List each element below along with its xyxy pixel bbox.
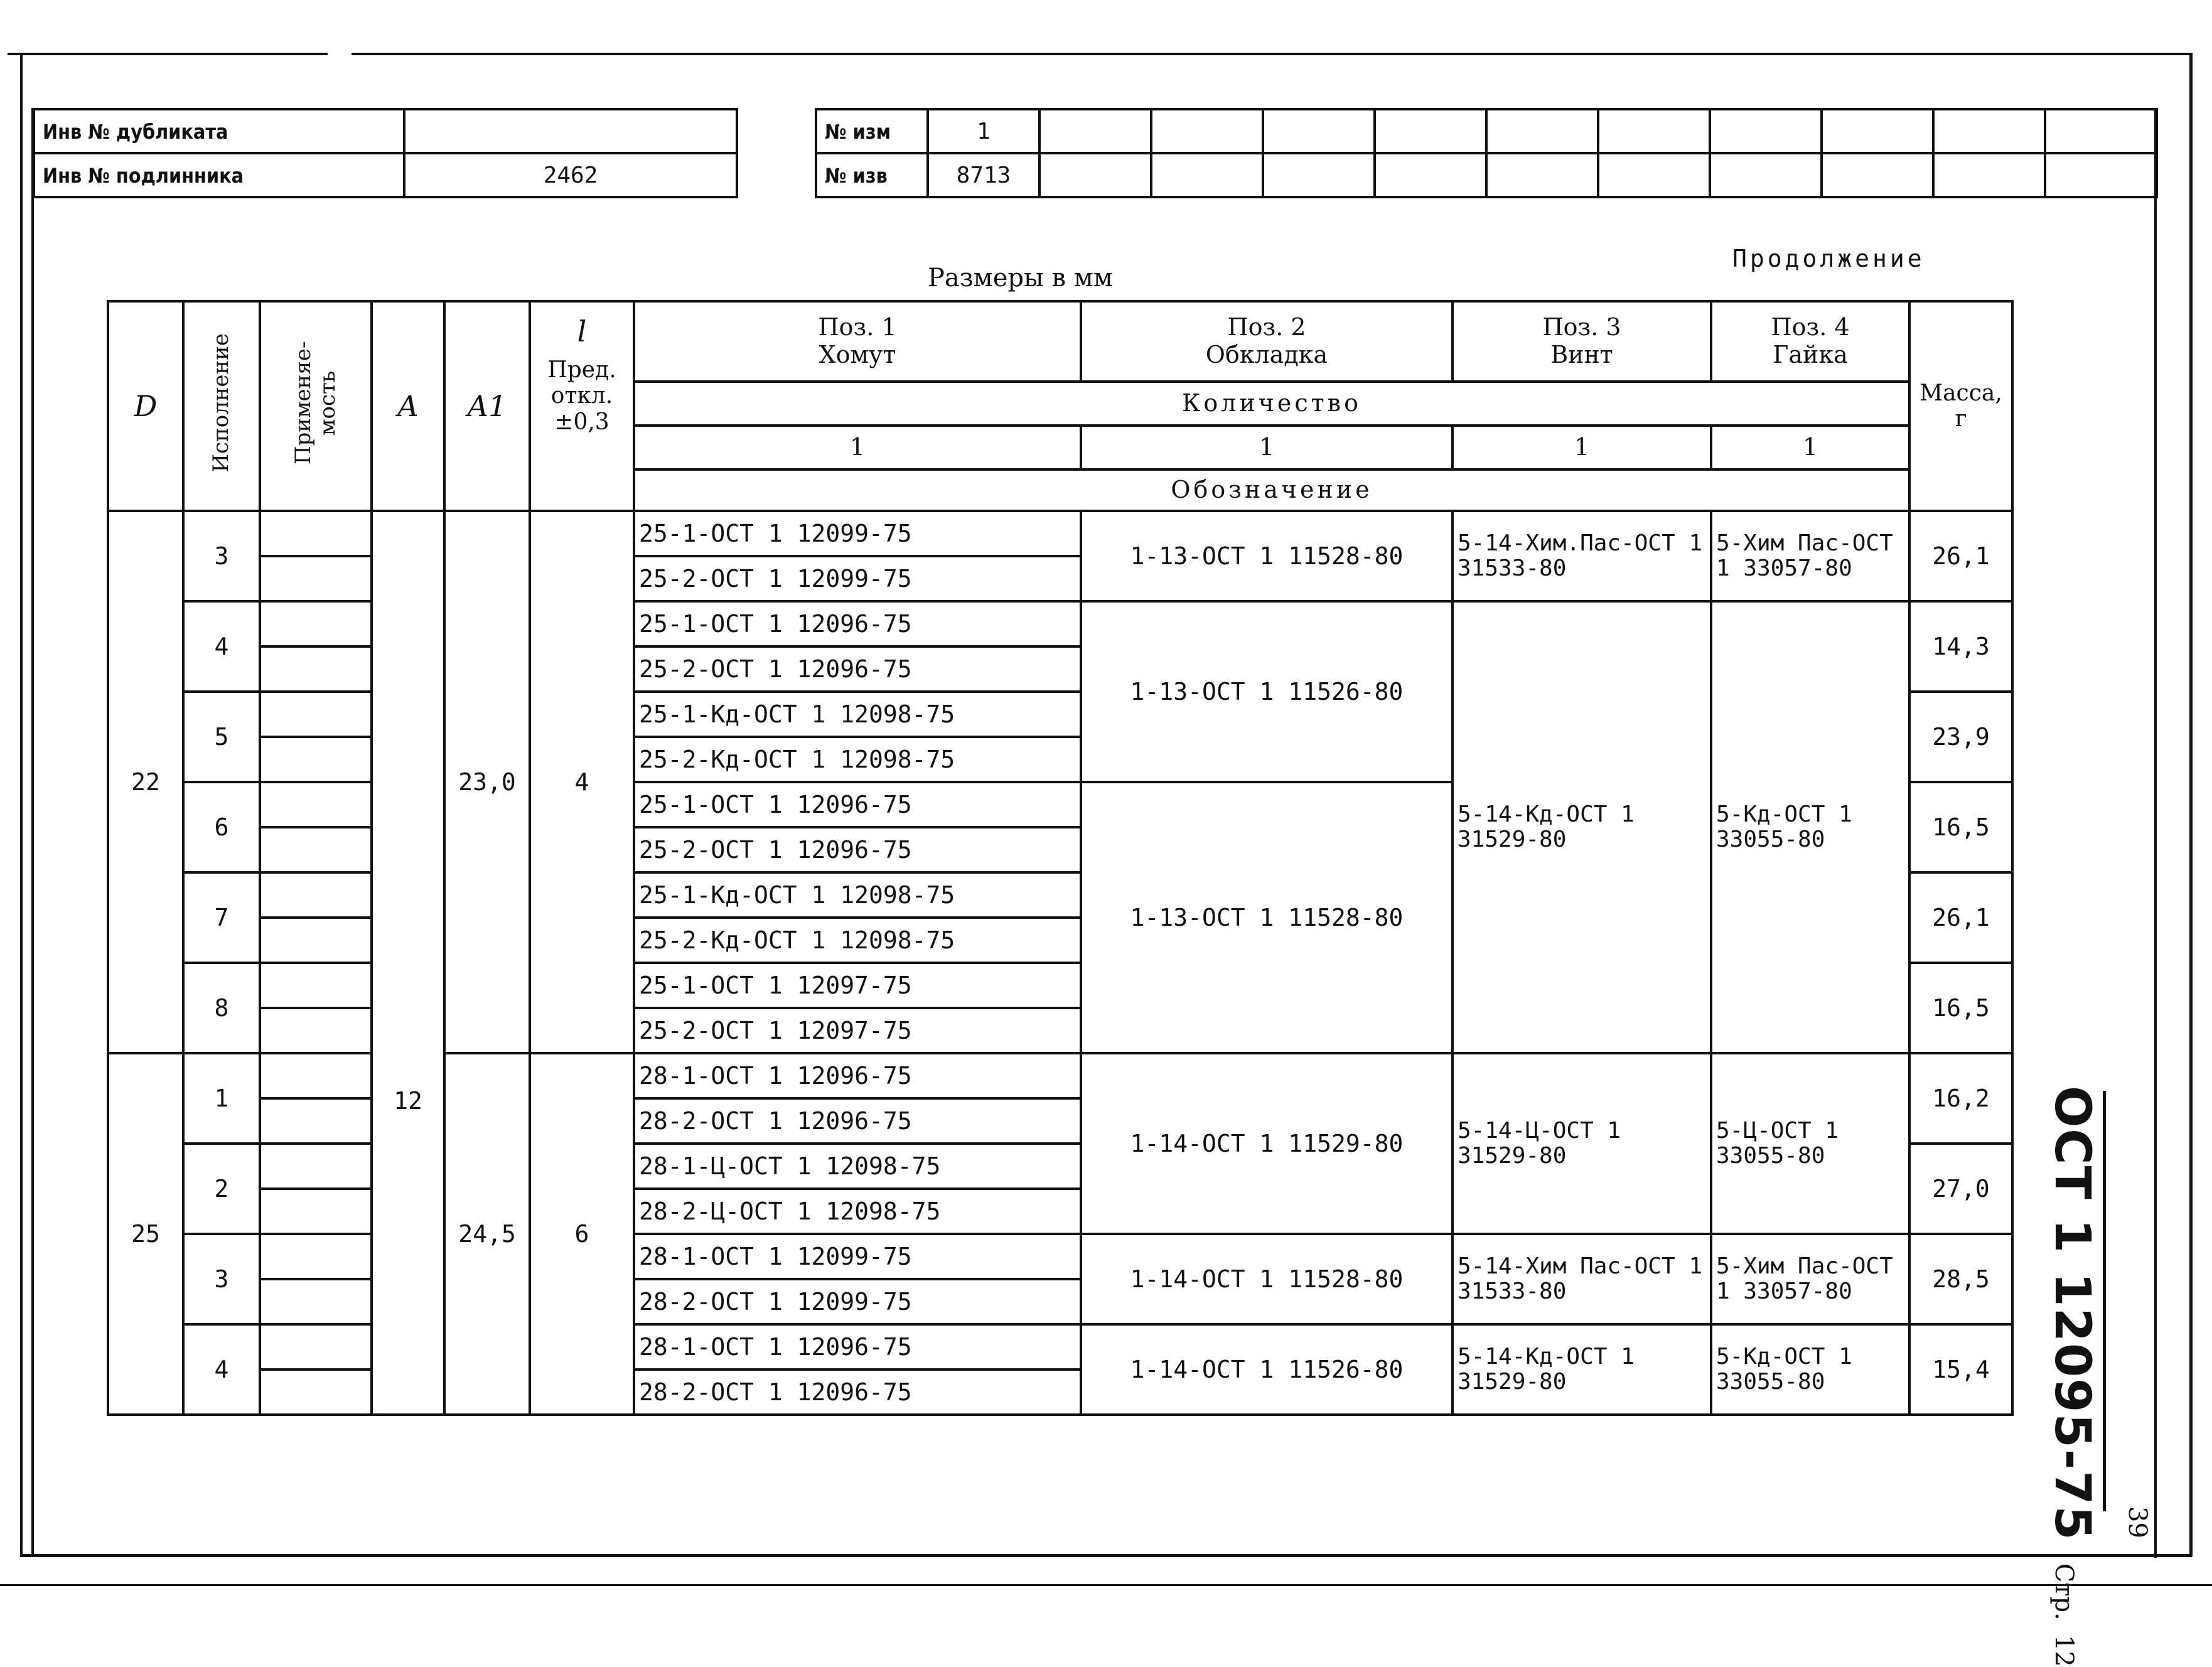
frame-right-line (2189, 53, 2193, 1557)
cell-variant: 3 (183, 511, 260, 601)
cell-variant: 3 (183, 1234, 260, 1324)
header-variant: Исполнение (183, 301, 260, 511)
cell-mass: 23,9 (1909, 692, 2012, 782)
cell-applicability (260, 1144, 372, 1189)
cell-pos3: 5-14-Хим Пас-ОСТ 1 31533-80 (1452, 1234, 1711, 1324)
stamp-cell (1375, 109, 1486, 153)
stamp-cell (1710, 109, 1822, 153)
stamp-duplicate-value (404, 109, 737, 153)
stamp-left-table (33, 108, 738, 198)
header-l-note-3: ±0,3 (554, 409, 609, 435)
frame-bottom-line (20, 1554, 2192, 1557)
header-d: D (108, 301, 183, 511)
cell-applicability (260, 556, 372, 601)
cell-applicability (260, 963, 372, 1008)
cell-pos4: 5-Хим Пас-ОСТ 1 33057-80 (1711, 511, 1909, 601)
cell-applicability (260, 646, 372, 692)
stamp-original-value: 2462 (404, 153, 737, 197)
stamp-cell (2045, 109, 2157, 153)
cell-pos1: 25-2-ОСТ 1 12099-75 (634, 556, 1081, 601)
side-title-block (2044, 1086, 2104, 1667)
stamp-cell (1039, 109, 1151, 153)
header-q4: 1 (1711, 426, 1909, 469)
stamp-change-label: № изм (816, 109, 928, 153)
cell-pos1: 25-1-Кд-ОСТ 1 12098-75 (634, 872, 1081, 918)
frame-top-line (8, 53, 328, 55)
cell-applicability (260, 918, 372, 963)
cell-pos1: 28-1-ОСТ 1 12096-75 (634, 1324, 1081, 1370)
cell-mass: 14,3 (1909, 601, 2012, 692)
cell-pos1: 25-2-ОСТ 1 12097-75 (634, 1008, 1081, 1053)
size-note: Размеры в мм (928, 264, 1113, 292)
stamp-cell (2045, 153, 2157, 197)
cell-pos1: 28-2-ОСТ 1 12099-75 (634, 1279, 1081, 1324)
cell-pos4: 5-Ц-ОСТ 1 33055-80 (1711, 1053, 1909, 1234)
frame-footer-line (0, 1584, 2212, 1586)
cell-mass: 28,5 (1909, 1234, 2012, 1324)
cell-applicability (260, 1370, 372, 1415)
specification-table (107, 300, 2014, 1416)
cell-mass: 15,4 (1909, 1324, 2012, 1415)
stamp-notice-value: 8713 (928, 153, 1039, 197)
stamp-notice-label: № изв (816, 153, 928, 197)
cell-mass: 26,1 (1909, 511, 2012, 601)
header-quantity: Количество (634, 382, 1909, 426)
page-number: 12 (2049, 1634, 2078, 1667)
stamp-cell (1151, 109, 1263, 153)
stamp-cell (1151, 153, 1263, 197)
stamp-cell (1822, 109, 1933, 153)
cell-applicability (260, 1279, 372, 1324)
cell-pos2: 1-13-ОСТ 1 11528-80 (1081, 782, 1452, 1053)
cell-pos1: 25-1-ОСТ 1 12097-75 (634, 963, 1081, 1008)
header-l (530, 301, 634, 511)
header-designation: Обозначение (634, 469, 1909, 511)
cell-pos1: 28-2-ОСТ 1 12096-75 (634, 1370, 1081, 1415)
header-l-note-2: откл. (550, 383, 613, 409)
cell-applicability (260, 872, 372, 918)
cell-pos1: 25-1-ОСТ 1 12096-75 (634, 601, 1081, 646)
cell-pos4: 5-Кд-ОСТ 1 33055-80 (1711, 1324, 1909, 1415)
cell-pos1: 25-1-ОСТ 1 12096-75 (634, 782, 1081, 827)
stamp-cell (1263, 153, 1375, 197)
stamp-cell (1486, 153, 1598, 197)
stamp-right-table (815, 108, 2158, 198)
cell-pos2: 1-14-ОСТ 1 11529-80 (1081, 1053, 1452, 1234)
stamp-cell (1822, 153, 1933, 197)
cell-applicability (260, 1189, 372, 1234)
cell-pos1: 28-1-ОСТ 1 12099-75 (634, 1234, 1081, 1279)
stamp-cell (1375, 153, 1486, 197)
cell-d: 25 (108, 1053, 183, 1415)
header-pos4: Поз. 4 Гайка (1711, 301, 1909, 382)
stamp-cell (1710, 153, 1822, 197)
cell-variant: 8 (183, 963, 260, 1053)
cell-variant: 2 (183, 1144, 260, 1234)
stamp-cell (1598, 109, 1710, 153)
header-pos3: Поз. 3 Винт (1452, 301, 1711, 382)
cell-pos1: 25-2-ОСТ 1 12096-75 (634, 646, 1081, 692)
inner-frame-right (2154, 108, 2157, 1558)
cell-pos3: 5-14-Кд-ОСТ 1 31529-80 (1452, 601, 1711, 1053)
header-q2: 1 (1081, 426, 1452, 469)
stamp-cell (1486, 109, 1598, 153)
stamp-cell (1263, 109, 1375, 153)
continuation-label: Продолжение (1732, 245, 1925, 272)
stamp-duplicate-label: Инв № дубликата (34, 109, 404, 153)
cell-pos1: 25-2-Кд-ОСТ 1 12098-75 (634, 737, 1081, 782)
cell-pos1: 25-2-ОСТ 1 12096-75 (634, 827, 1081, 872)
side-title-rotated (2044, 1086, 2100, 1667)
cell-variant: 1 (183, 1053, 260, 1144)
header-pos2: Поз. 2 Обкладка (1081, 301, 1452, 382)
stamp-cell (1933, 109, 2045, 153)
cell-a: 12 (372, 511, 444, 1415)
cell-mass: 16,5 (1909, 782, 2012, 872)
header-a: A (372, 301, 444, 511)
cell-applicability (260, 1324, 372, 1370)
stamp-cell (1039, 153, 1151, 197)
cell-variant: 4 (183, 601, 260, 692)
frame-left-line (20, 53, 23, 1555)
cell-applicability (260, 782, 372, 827)
header-applicability: Применяе-мость (260, 301, 372, 511)
cell-mass: 16,2 (1909, 1053, 2012, 1144)
sheet-number: 39 (2123, 1506, 2152, 1538)
header-pos1: Поз. 1 Хомут (634, 301, 1081, 382)
stamp-change-value: 1 (928, 109, 1039, 153)
cell-variant: 5 (183, 692, 260, 782)
header-mass: Масса, г (1909, 301, 2012, 511)
cell-applicability (260, 692, 372, 737)
stamp-cell (1598, 153, 1710, 197)
cell-a1: 24,5 (444, 1053, 530, 1415)
cell-pos1: 28-2-ОСТ 1 12096-75 (634, 1098, 1081, 1144)
header-a1: A1 (444, 301, 530, 511)
cell-mass: 26,1 (1909, 872, 2012, 963)
cell-variant: 6 (183, 782, 260, 872)
cell-applicability (260, 1234, 372, 1279)
cell-pos3: 5-14-Хим.Пас-ОСТ 1 31533-80 (1452, 511, 1711, 601)
frame-top-line-2 (352, 53, 2191, 55)
cell-pos1: 25-1-ОСТ 1 12099-75 (634, 511, 1081, 556)
document-code: ОСТ 1 12095-75 (2044, 1086, 2100, 1541)
cell-pos1: 28-1-ОСТ 1 12096-75 (634, 1053, 1081, 1098)
header-l-symbol: l (577, 314, 587, 348)
cell-pos1: 25-1-Кд-ОСТ 1 12098-75 (634, 692, 1081, 737)
cell-applicability (260, 601, 372, 646)
cell-pos4: 5-Хим Пас-ОСТ 1 33057-80 (1711, 1234, 1909, 1324)
cell-pos2: 1-14-ОСТ 1 11528-80 (1081, 1234, 1452, 1324)
cell-mass: 16,5 (1909, 963, 2012, 1053)
cell-pos3: 5-14-Ц-ОСТ 1 31529-80 (1452, 1053, 1711, 1234)
cell-pos3: 5-14-Кд-ОСТ 1 31529-80 (1452, 1324, 1711, 1415)
cell-applicability (260, 1098, 372, 1144)
cell-pos1: 25-2-Кд-ОСТ 1 12098-75 (634, 918, 1081, 963)
cell-applicability (260, 827, 372, 872)
cell-applicability (260, 1053, 372, 1098)
stamp-cell (1933, 153, 2045, 197)
header-q1: 1 (634, 426, 1081, 469)
cell-pos4: 5-Кд-ОСТ 1 33055-80 (1711, 601, 1909, 1053)
cell-pos1: 28-2-Ц-ОСТ 1 12098-75 (634, 1189, 1081, 1234)
cell-applicability (260, 737, 372, 782)
cell-pos2: 1-13-ОСТ 1 11528-80 (1081, 511, 1452, 601)
cell-variant: 4 (183, 1324, 260, 1415)
cell-pos2: 1-14-ОСТ 1 11526-80 (1081, 1324, 1452, 1415)
cell-d: 22 (108, 511, 183, 1053)
header-l-note-1: Пред. (547, 356, 616, 383)
page-label: Стр. (2049, 1563, 2078, 1621)
cell-pos2: 1-13-ОСТ 1 11526-80 (1081, 601, 1452, 782)
cell-l: 4 (530, 511, 634, 1053)
cell-variant: 7 (183, 872, 260, 963)
inner-frame-left (31, 108, 34, 1555)
cell-applicability (260, 511, 372, 556)
cell-l: 6 (530, 1053, 634, 1415)
stamp-original-label: Инв № подлинника (34, 153, 404, 197)
cell-pos1: 28-1-Ц-ОСТ 1 12098-75 (634, 1144, 1081, 1189)
header-q3: 1 (1452, 426, 1711, 469)
cell-applicability (260, 1008, 372, 1053)
cell-a1: 23,0 (444, 511, 530, 1053)
cell-mass: 27,0 (1909, 1144, 2012, 1234)
